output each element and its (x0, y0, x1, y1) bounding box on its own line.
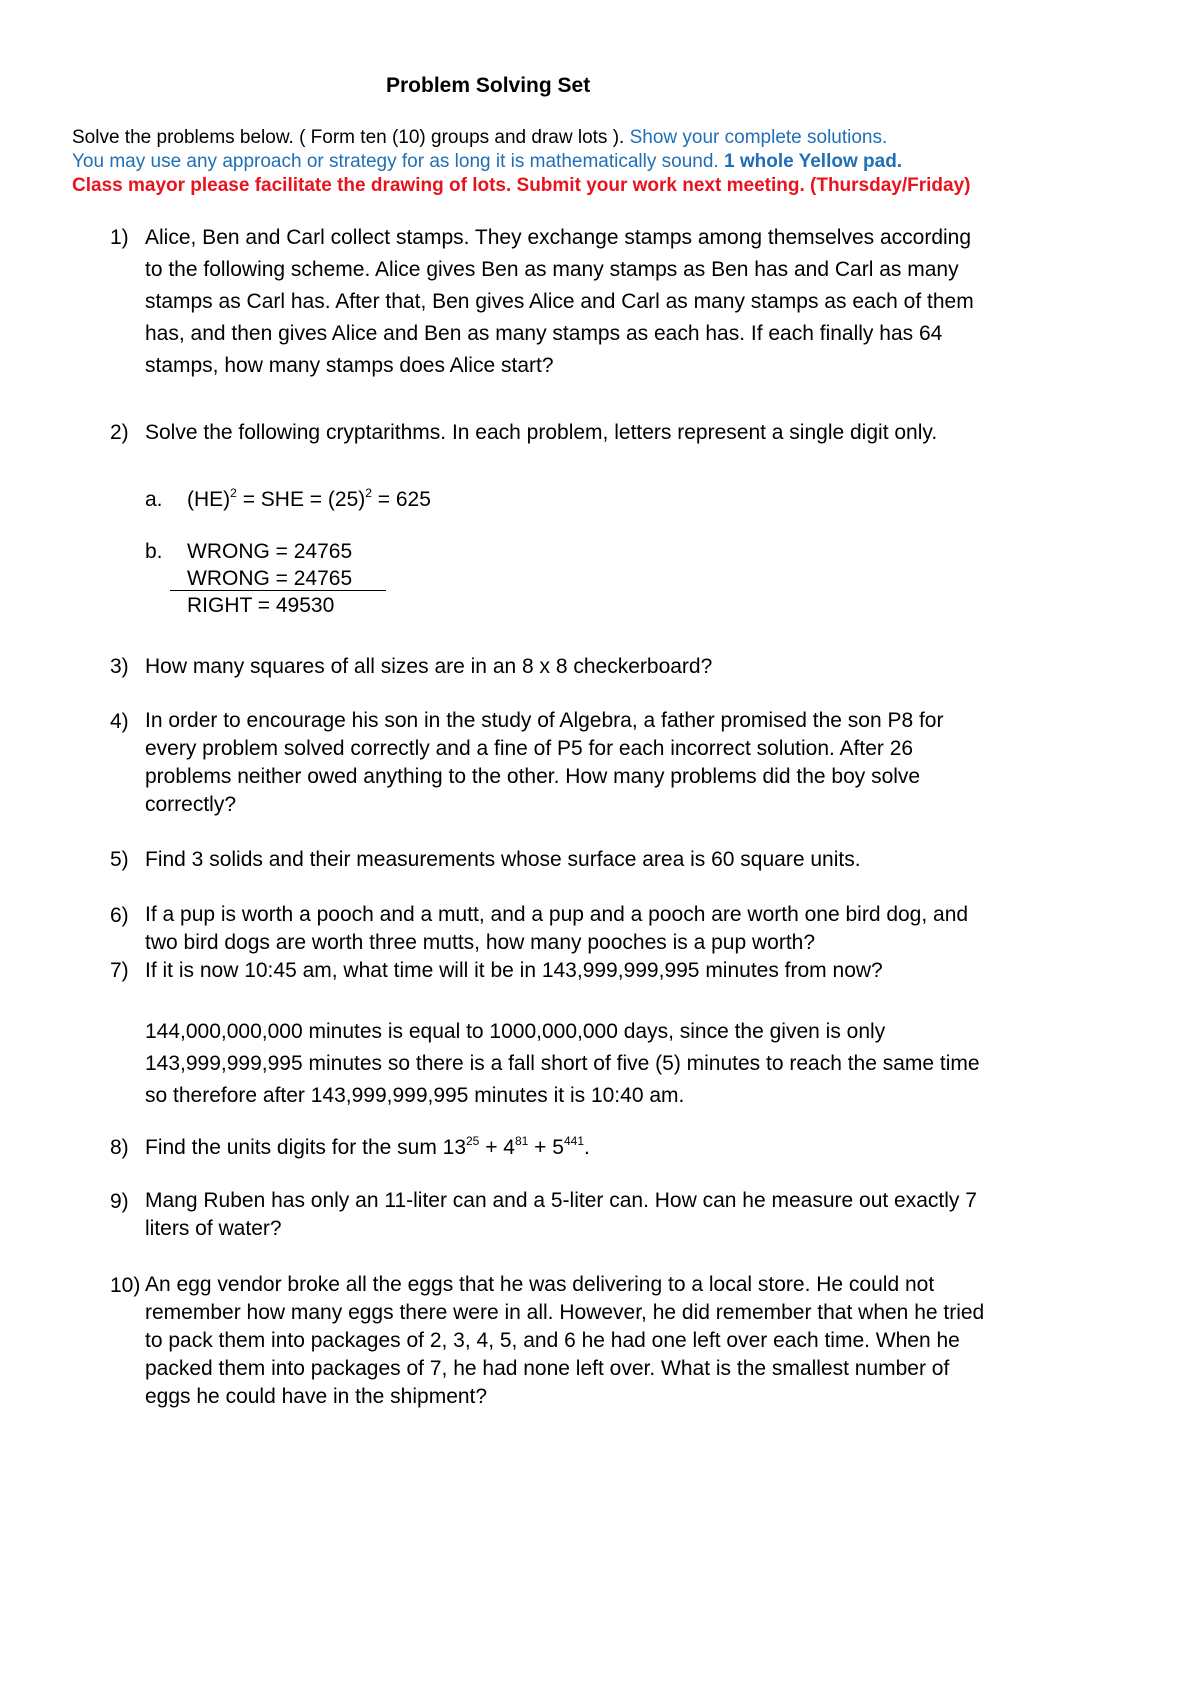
problem-10-line: eggs he could have in the shipment? (145, 1385, 488, 1408)
problem-4-number: 4) (110, 710, 129, 733)
problem-8-exponent: 25 (466, 1134, 480, 1148)
problem-7-text (145, 955, 883, 987)
problem-10-text (145, 1271, 984, 1411)
problem-1-line: stamps, how many stamps does Alice start? (145, 354, 554, 377)
problem-9-text (145, 1187, 977, 1243)
intro-instruction: Solve the problems below. ( Form ten (10) groups and draw lots ). (72, 127, 630, 148)
intro-line-2 (72, 151, 902, 173)
intro-line-1 (72, 127, 887, 149)
problem-10-line: to pack them into packages of 2, 3, 4, 5, and 6 he had one left over each time. When he (145, 1329, 960, 1352)
problem-7-answer (145, 1016, 980, 1112)
problem-10-line: packed them into packages of 7, he had none left over. What is the smallest number of (145, 1357, 950, 1380)
problem-8-exponent: 441 (563, 1134, 584, 1148)
answer-line: 144,000,000,000 minutes is equal to 1000,000,000 days, since the given is only (145, 1020, 886, 1043)
answer-line: so therefore after 143,999,999,995 minutes it is 10:40 am. (145, 1084, 685, 1107)
problem-3-text (145, 651, 712, 683)
problem-1-line: has, and then gives Alice and Ben as many stamps as each has. If each finally has 64 (145, 322, 943, 345)
problem-8-part: + 5 (528, 1136, 564, 1159)
problem-6-text (145, 901, 968, 957)
crypt-a-exponent: 2 (230, 486, 237, 500)
problem-1-line: Alice, Ben and Carl collect stamps. They exchange stamps among themselves according (145, 226, 972, 249)
problem-4-line: every problem solved correctly and a fine of P5 for each incorrect solution. After 26 (145, 737, 914, 760)
crypt-a-part: = SHE = (25) (236, 488, 366, 511)
page-title: Problem Solving Set (386, 74, 591, 97)
problem-10-line: An egg vendor broke all the eggs that he was delivering to a local store. He could not (145, 1273, 935, 1296)
problem-5-line: Find 3 solids and their measurements whose surface area is 60 square units. (145, 848, 861, 871)
problem-6-line: two bird dogs are worth three mutts, how many pooches is a pup worth? (145, 931, 816, 954)
problem-4-line: correctly? (145, 793, 237, 816)
problem-2-number: 2) (110, 421, 129, 444)
crypt-a-label: a. (145, 488, 163, 511)
problem-1-number: 1) (110, 226, 129, 249)
problem-8-part: + 4 (479, 1136, 515, 1159)
problem-1-line: stamps as Carl has. After that, Ben gives Alice and Carl as many stamps as each of them (145, 290, 974, 313)
intro-line-3: Class mayor please facilitate the drawing of lots. Submit your work next meeting. (Thursday/Friday) (72, 175, 971, 196)
crypt-b-label: b. (145, 540, 163, 563)
intro-yellow-pad: 1 whole Yellow pad. (723, 151, 903, 172)
problem-7-number: 7) (110, 959, 129, 982)
problem-3-line: How many squares of all sizes are in an 8 x 8 checkerboard? (145, 655, 713, 678)
crypt-b-line-3: RIGHT = 49530 (187, 594, 335, 617)
crypt-a-part: = 625 (371, 488, 431, 511)
intro-approach: You may use any approach or strategy for as long it is mathematically sound. (72, 151, 724, 172)
problem-4-text (145, 707, 943, 819)
crypt-a-equation (187, 488, 431, 512)
problem-4-line: In order to encourage his son in the study of Algebra, a father promised the son P8 for (145, 709, 944, 732)
problem-10-line: remember how many eggs there were in all. However, he did remember that when he tried (145, 1301, 985, 1324)
crypt-a-part: (HE) (187, 488, 231, 511)
crypt-a-exponent: 2 (365, 486, 372, 500)
problem-8-number: 8) (110, 1136, 129, 1159)
problem-4-line: problems neither owed anything to the other. How many problems did the boy solve (145, 765, 921, 788)
problem-9-number: 9) (110, 1190, 129, 1213)
crypt-b-sum-rule (170, 590, 386, 591)
problem-7-line: If it is now 10:45 am, what time will it be in 143,999,999,995 minutes from now? (145, 959, 883, 982)
crypt-b-line-2: WRONG = 24765 (187, 567, 353, 590)
problem-1-line: to the following scheme. Alice gives Ben as many stamps as Ben has and Carl as many (145, 258, 959, 281)
problem-2-text (145, 417, 937, 449)
problem-6-number: 6) (110, 904, 129, 927)
problem-8-part: Find the units digits for the sum 13 (145, 1136, 466, 1159)
answer-line: 143,999,999,995 minutes so there is a fall short of five (5) minutes to reach the same time (145, 1052, 980, 1075)
intro-show-solutions: Show your complete solutions. (629, 127, 888, 148)
problem-9-line: liters of water? (145, 1217, 282, 1240)
problem-5-number: 5) (110, 848, 129, 871)
problem-1-text (145, 222, 974, 382)
problem-3-number: 3) (110, 655, 129, 678)
problem-2-line: Solve the following cryptarithms. In each problem, letters represent a single digit only. (145, 421, 938, 444)
problem-10-number: 10) (110, 1274, 141, 1297)
problem-6-line: If a pup is worth a pooch and a mutt, and a pup and a pooch are worth one bird dog, and (145, 903, 969, 926)
problem-8-part: . (584, 1136, 590, 1159)
problem-8-exponent: 81 (514, 1134, 529, 1148)
problem-9-line: Mang Ruben has only an 11-liter can and a 5-liter can. How can he measure out exactly 7 (145, 1189, 977, 1212)
crypt-b-line-1: WRONG = 24765 (187, 540, 353, 563)
problem-8-text (145, 1132, 590, 1164)
problem-5-text (145, 844, 861, 876)
